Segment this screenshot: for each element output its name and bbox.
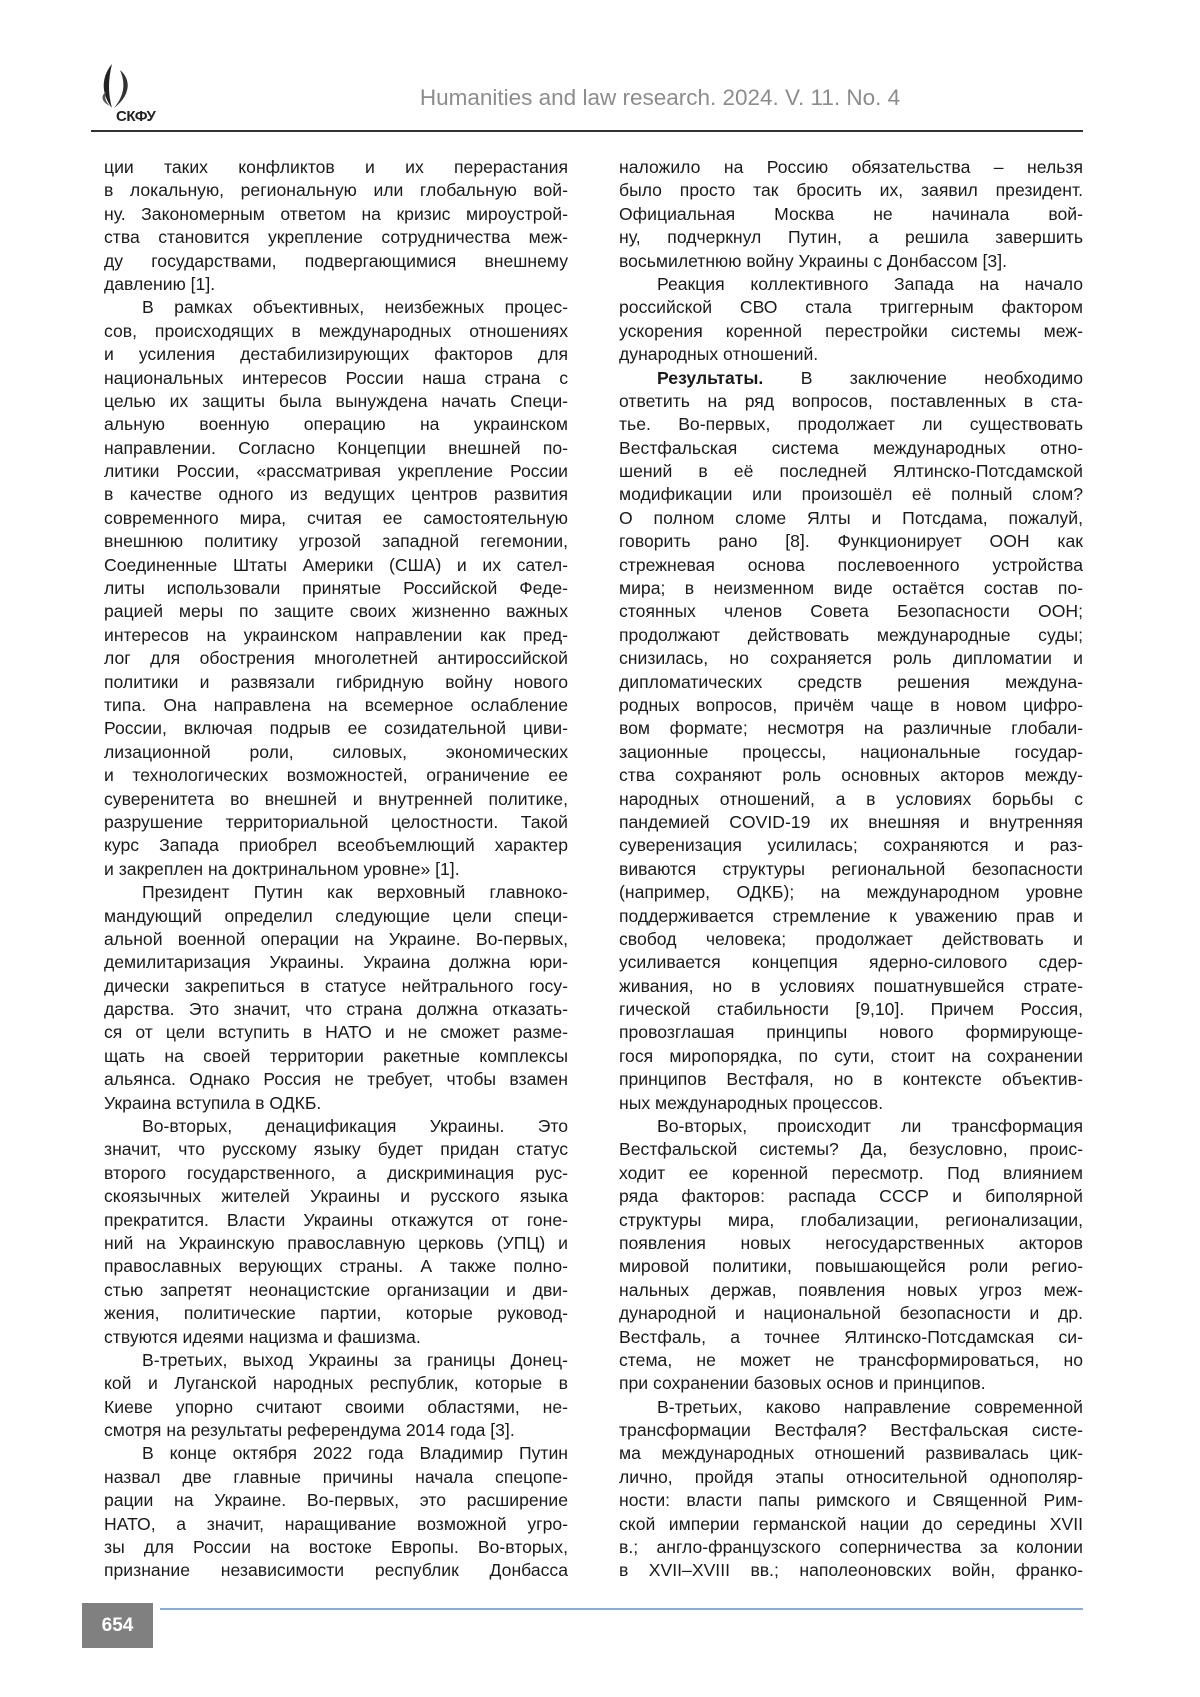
text-line: щать на своей территории ракетные комплексы	[104, 1045, 568, 1068]
text-line: продолжают действовать международные суды;	[619, 624, 1083, 647]
text-line: рации на Украине. Во-первых, это расширение	[104, 1489, 568, 1512]
logo-text: СКФУ	[116, 108, 155, 125]
section-heading: Результаты.	[657, 368, 763, 388]
text-line: российской СВО стала триггерным фактором	[619, 296, 1083, 319]
text-line: ну, подчеркнул Путин, а решила завершить	[619, 226, 1083, 249]
left-text-column	[104, 156, 568, 1583]
paragraph	[619, 273, 1083, 367]
text-line: принципов Вестфаля, но в контексте объектив-	[619, 1068, 1083, 1091]
text-line: литы использовали принятые Российской Феде-	[104, 577, 568, 600]
text-line: О полном сломе Ялты и Потсдама, пожалуй,	[619, 507, 1083, 530]
text-line: вом формате; несмотря на различные глобали-	[619, 717, 1083, 740]
text-line: Вестфаль, а точнее Ялтинско-Потсдамская си-	[619, 1326, 1083, 1349]
text-line: в локальную, региональную или глобальную вой-	[104, 179, 568, 202]
text-line: (например, ОДКБ); на международном уровне	[619, 881, 1083, 904]
text-line: смотря на результаты референдума 2014 года [3].	[104, 1419, 568, 1442]
text-line: суверенитета во внешней и внутренней политике,	[104, 788, 568, 811]
text-line: литики России, «рассматривая укрепление России	[104, 460, 568, 483]
text-line: живания, но в условиях пошатнувшейся страте-	[619, 975, 1083, 998]
text-line: было просто так бросить их, заявил президент.	[619, 179, 1083, 202]
text-line: признание независимости республик Донбасса	[104, 1559, 568, 1582]
text-line: дически закрепиться в статусе нейтрального госу-	[104, 975, 568, 998]
text-line: народных отношений, а в условиях борьбы с	[619, 788, 1083, 811]
text-line: ускорения коренной перестройки системы меж-	[619, 320, 1083, 343]
text-line: второго государственного, а дискриминация рус-	[104, 1162, 568, 1185]
paragraph	[619, 1396, 1083, 1583]
text-line: назвал две главные причины начала спецопе-	[104, 1466, 568, 1489]
text-line: Киеве упорно считают своими областями, не-	[104, 1396, 568, 1419]
text-line: Украина вступила в ОДКБ.	[104, 1092, 568, 1115]
text-line: структуры мира, глобализации, регионализации,	[619, 1209, 1083, 1232]
text-line: Во-вторых, происходит ли трансформация	[619, 1115, 1083, 1138]
text-line: В-третьих, выход Украины за границы Донец-	[104, 1349, 568, 1372]
text-line: виваются структуры региональной безопасности	[619, 858, 1083, 881]
text-line: ний на Украинскую православную церковь (УПЦ) и	[104, 1232, 568, 1255]
text-line: снизилась, но сохраняется роль дипломатии и	[619, 647, 1083, 670]
text-line: кой и Луганской народных республик, которые в	[104, 1372, 568, 1395]
text-line: России, включая подрыв ее созидательной циви-	[104, 717, 568, 740]
text-line: ду государствами, подвергающимися внешнему	[104, 250, 568, 273]
text-line: трансформации Вестфаля? Вестфальская систе-	[619, 1419, 1083, 1442]
paragraph	[619, 156, 1083, 273]
text-line: стрежневая основа послевоенного устройства	[619, 554, 1083, 577]
text-line: поддерживается стремление к уважению прав и	[619, 905, 1083, 928]
paragraph	[619, 367, 1083, 1116]
text-line: дарства. Это значит, что страна должна отказать-	[104, 998, 568, 1021]
paragraph	[104, 156, 568, 296]
text-line: ства сохраняют роль основных акторов между-	[619, 764, 1083, 787]
text-line: В конце октября 2022 года Владимир Путин	[104, 1442, 568, 1465]
text-line: шений в её последней Ялтинско-Потсдамской	[619, 460, 1083, 483]
text-line: ну. Закономерным ответом на кризис мироустрой-	[104, 203, 568, 226]
text-line: лично, пройдя этапы относительной однополяр-	[619, 1466, 1083, 1489]
text-line: давлению [1].	[104, 273, 568, 296]
text-line: альянса. Однако Россия не требует, чтобы взамен	[104, 1068, 568, 1091]
text-line: разрушение территориальной целостности. Такой	[104, 811, 568, 834]
text-line: усиливается концепция ядерно-силового сдер-	[619, 951, 1083, 974]
text-line: мира; в неизменном виде остаётся состав по-	[619, 577, 1083, 600]
text-line: дународных отношений.	[619, 343, 1083, 366]
text-line: пандемией COVID-19 их внешняя и внутренняя	[619, 811, 1083, 834]
text-line: Вестфальской системы? Да, безусловно, проис-	[619, 1138, 1083, 1161]
text-line: ства становится укрепление сотрудничества меж-	[104, 226, 568, 249]
journal-running-header: Humanities and law research. 2024. V. 11. No. 4	[300, 85, 1020, 111]
text-line: политики и развязали гибридную войну нового	[104, 671, 568, 694]
text-line: курс Запада приобрел всеобъемлющий характер	[104, 834, 568, 857]
text-line: и закреплен на доктринальном уровне» [1].	[104, 858, 568, 881]
text-line: стема, не может не трансформироваться, но	[619, 1349, 1083, 1372]
text-line: ответить на ряд вопросов, поставленных в ста-	[619, 390, 1083, 413]
text-line: внешнюю политику угрозой западной гегемонии,	[104, 530, 568, 553]
text-line: восьмилетнюю войну Украины с Донбассом [3].	[619, 250, 1083, 273]
text-line: Во-вторых, денацификация Украины. Это	[104, 1115, 568, 1138]
text-line: ности: власти папы римского и Священной Рим-	[619, 1489, 1083, 1512]
text-line: в XVII–XVIII вв.; наполеоновских войн, франко-	[619, 1559, 1083, 1582]
text-line: альную военную операцию на украинском	[104, 413, 568, 436]
text-line: демилитаризация Украины. Украина должна юри-	[104, 951, 568, 974]
university-logo	[98, 62, 178, 130]
text-line: лизационной роли, силовых, экономических	[104, 741, 568, 764]
text-line: дународной и национальной безопасности и др.	[619, 1302, 1083, 1325]
text-line: целью их защиты была вынуждена начать Специ-	[104, 390, 568, 413]
text-line: Президент Путин как верховный главноко-	[104, 881, 568, 904]
text-line: провозглашая принципы нового формирующе-	[619, 1021, 1083, 1044]
text-line: НАТО, а значит, наращивание возможной угро-	[104, 1513, 568, 1536]
feather-logo-icon	[98, 62, 178, 112]
text-line: и технологических возможностей, ограничение ее	[104, 764, 568, 787]
text-line: жения, политические партии, которые руковод-	[104, 1302, 568, 1325]
text-line: нальных держав, появления новых угроз меж-	[619, 1279, 1083, 1302]
text-line: мандующий определил следующие цели специ-	[104, 905, 568, 928]
paragraph	[104, 1115, 568, 1349]
header-divider	[91, 130, 1083, 132]
text-line: Соединенные Штаты Америки (США) и их сател-	[104, 554, 568, 577]
text-line: В рамках объективных, неизбежных процес-	[104, 296, 568, 319]
paragraph	[104, 881, 568, 1115]
paragraph	[619, 1115, 1083, 1396]
text-line: Вестфальская система международных отно-	[619, 437, 1083, 460]
text-line: гической стабильности [9,10]. Причем Россия,	[619, 998, 1083, 1021]
footer-divider	[160, 1608, 1083, 1610]
text-line: интересов на украинском направлении как пред-	[104, 624, 568, 647]
text-line: Реакция коллективного Запада на начало	[619, 273, 1083, 296]
text-line: дипломатических средств решения междуна-	[619, 671, 1083, 694]
text-line: В-третьих, каково направление современной	[619, 1396, 1083, 1419]
text-line: мировой политики, повышающейся роли регио-	[619, 1255, 1083, 1278]
text-line: лог для обострения многолетней антироссийской	[104, 647, 568, 670]
text-line: ся от цели вступить в НАТО и не сможет разме-	[104, 1021, 568, 1044]
text-line: православных верующих страны. А также полно-	[104, 1255, 568, 1278]
text-line: ствуются идеями нацизма и фашизма.	[104, 1326, 568, 1349]
text-line: родных вопросов, причём чаще в новом цифро-	[619, 694, 1083, 717]
text-line: прекратится. Власти Украины откажутся от гоне-	[104, 1209, 568, 1232]
text-line: современного мира, считая ее самостоятельную	[104, 507, 568, 530]
text-line: ской империи германской нации до середины XVII	[619, 1513, 1083, 1536]
text-line: ряда факторов: распада СССР и биполярной	[619, 1185, 1083, 1208]
text-line: суверенизация усилилась; сохраняются и раз-	[619, 834, 1083, 857]
text-line: ма международных отношений развивалась цик-	[619, 1442, 1083, 1465]
text-line: значит, что русскому языку будет придан статус	[104, 1138, 568, 1161]
text-line: ных международных процессов.	[619, 1092, 1083, 1115]
right-text-column	[619, 156, 1083, 1583]
text-line: в.; англо-французского соперничества за колонии	[619, 1536, 1083, 1559]
paragraph	[104, 1349, 568, 1443]
text-line: ции таких конфликтов и их перерастания	[104, 156, 568, 179]
text-line: свобод человека; продолжает действовать и	[619, 928, 1083, 951]
text-line: направлении. Согласно Концепции внешней по-	[104, 437, 568, 460]
text-line: тье. Во-первых, продолжает ли существовать	[619, 413, 1083, 436]
text-line: модификации или произошёл её полный слом?	[619, 483, 1083, 506]
text-line: стоянных членов Совета Безопасности ООН;	[619, 600, 1083, 623]
text-line: появления новых негосударственных акторов	[619, 1232, 1083, 1255]
text-line: ходит ее коренной пересмотр. Под влиянием	[619, 1162, 1083, 1185]
text-line: стью запретят неонацистские организации и дви-	[104, 1279, 568, 1302]
text-line: и усиления дестабилизирующих факторов для	[104, 343, 568, 366]
text-line: скоязычных жителей Украины и русского языка	[104, 1185, 568, 1208]
page-number: 654	[82, 1603, 153, 1648]
text-line: рацией меры по защите своих жизненно важных	[104, 600, 568, 623]
text-line: наложило на Россию обязательства – нельзя	[619, 156, 1083, 179]
paragraph	[104, 296, 568, 881]
text-line: в качестве одного из ведущих центров развития	[104, 483, 568, 506]
paragraph	[104, 1442, 568, 1582]
text-line: сов, происходящих в международных отношениях	[104, 320, 568, 343]
text-line: гося миропорядка, по сути, стоит на сохранении	[619, 1045, 1083, 1068]
text-line: зационные процессы, национальные государ-	[619, 741, 1083, 764]
text-line: национальных интересов России наша страна с	[104, 367, 568, 390]
text-line-rest: В заключение необходимо	[763, 368, 1083, 388]
text-line: альной военной операции на Украине. Во-первых,	[104, 928, 568, 951]
text-line: Официальная Москва не начинала вой-	[619, 203, 1083, 226]
text-line: говорить рано [8]. Функционирует ООН как	[619, 530, 1083, 553]
text-line	[619, 367, 1083, 390]
text-line: при сохранении базовых основ и принципов.	[619, 1372, 1083, 1395]
text-line: зы для России на востоке Европы. Во-вторых,	[104, 1536, 568, 1559]
text-line: типа. Она направлена на всемерное ослабление	[104, 694, 568, 717]
